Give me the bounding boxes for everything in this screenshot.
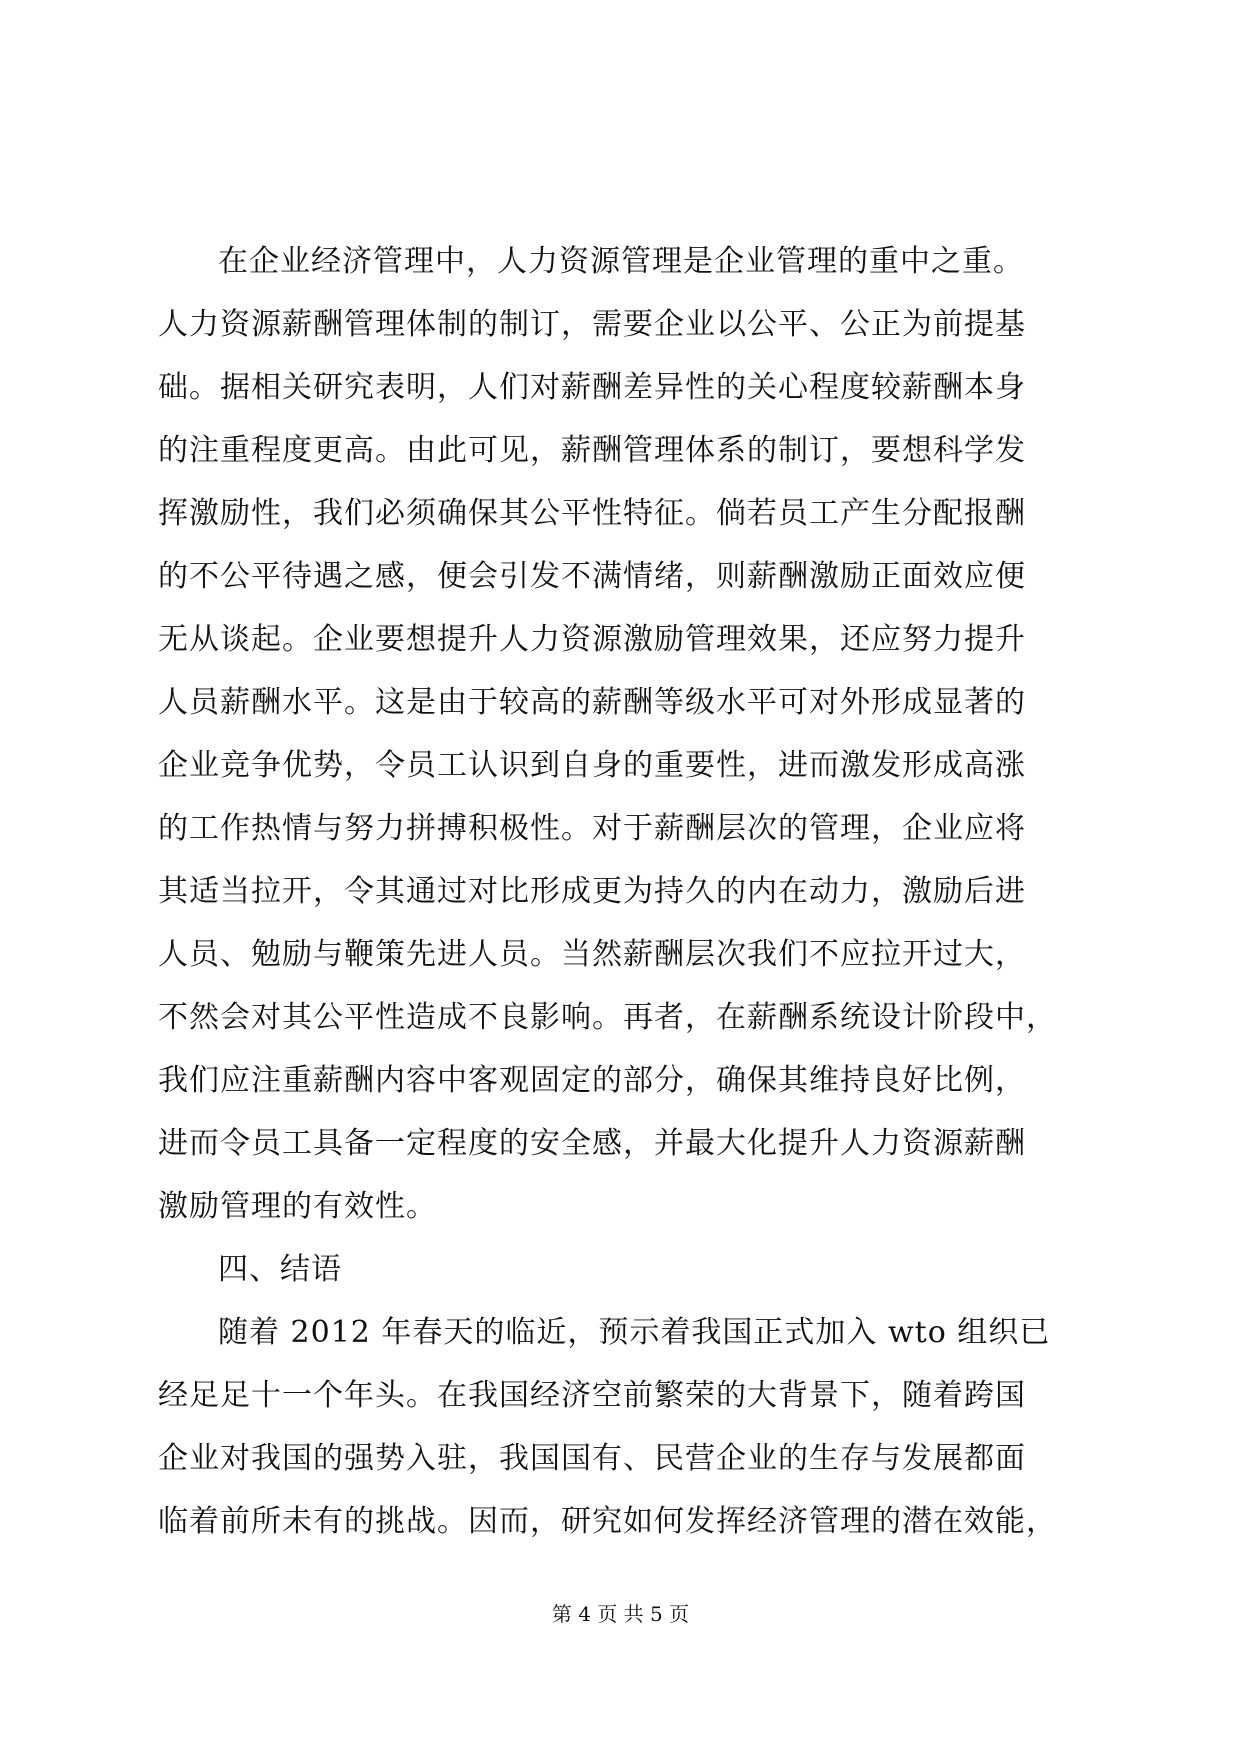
paragraph-line: 其适当拉开，令其通过对比形成更为持久的内在动力，激励后进 [158,874,1026,909]
paragraph-line: 在企业经济管理中，人力资源管理是企业管理的重中之重。 [218,244,1024,279]
paragraph-line: 无从谈起。企业要想提升人力资源激励管理效果，还应努力提升 [158,622,1026,657]
paragraph-line: 随着 2012 年春天的临近，预示着我国正式加入 wto 组织已 [218,1315,1051,1350]
paragraph-line: 企业对我国的强势入驻，我国国有、民营企业的生存与发展都面 [158,1441,1026,1476]
paragraph-line: 我们应注重薪酬内容中客观固定的部分，确保其维持良好比例， [158,1063,1026,1098]
section-heading: 四、结语 [218,1252,342,1287]
paragraph-line: 的注重程度更高。由此可见，薪酬管理体系的制订，要想科学发 [158,433,1026,468]
paragraph-line: 企业竞争优势，令员工认识到自身的重要性，进而激发形成高涨 [158,748,1026,783]
paragraph-line: 经足足十一个年头。在我国经济空前繁荣的大背景下，随着跨国 [158,1378,1026,1413]
paragraph-line: 人员、勉励与鞭策先进人员。当然薪酬层次我们不应拉开过大， [158,937,1026,972]
paragraph-line: 人员薪酬水平。这是由于较高的薪酬等级水平可对外形成显著的 [158,685,1026,720]
paragraph-line: 础。据相关研究表明，人们对薪酬差异性的关心程度较薪酬本身 [158,370,1026,405]
paragraph-line: 的工作热情与努力拼搏积极性。对于薪酬层次的管理，企业应将 [158,811,1026,846]
page-number-footer: 第 4 页 共 5 页 [551,1602,690,1626]
document-body [158,230,1098,1553]
paragraph-line: 的不公平待遇之感，便会引发不满情绪，则薪酬激励正面效应便 [158,559,1026,594]
paragraph-line: 进而令员工具备一定程度的安全感，并最大化提升人力资源薪酬 [158,1126,1026,1161]
paragraph-line: 临着前所未有的挑战。因而，研究如何发挥经济管理的潜在效能， [158,1504,1057,1539]
paragraph-line: 人力资源薪酬管理体制的制订，需要企业以公平、公正为前提基 [158,307,1026,342]
paragraph-line: 挥激励性，我们必须确保其公平性特征。倘若员工产生分配报酬 [158,496,1026,531]
paragraph-line: 激励管理的有效性。 [158,1189,437,1224]
paragraph-line: 不然会对其公平性造成不良影响。再者，在薪酬系统设计阶段中， [158,1000,1057,1035]
